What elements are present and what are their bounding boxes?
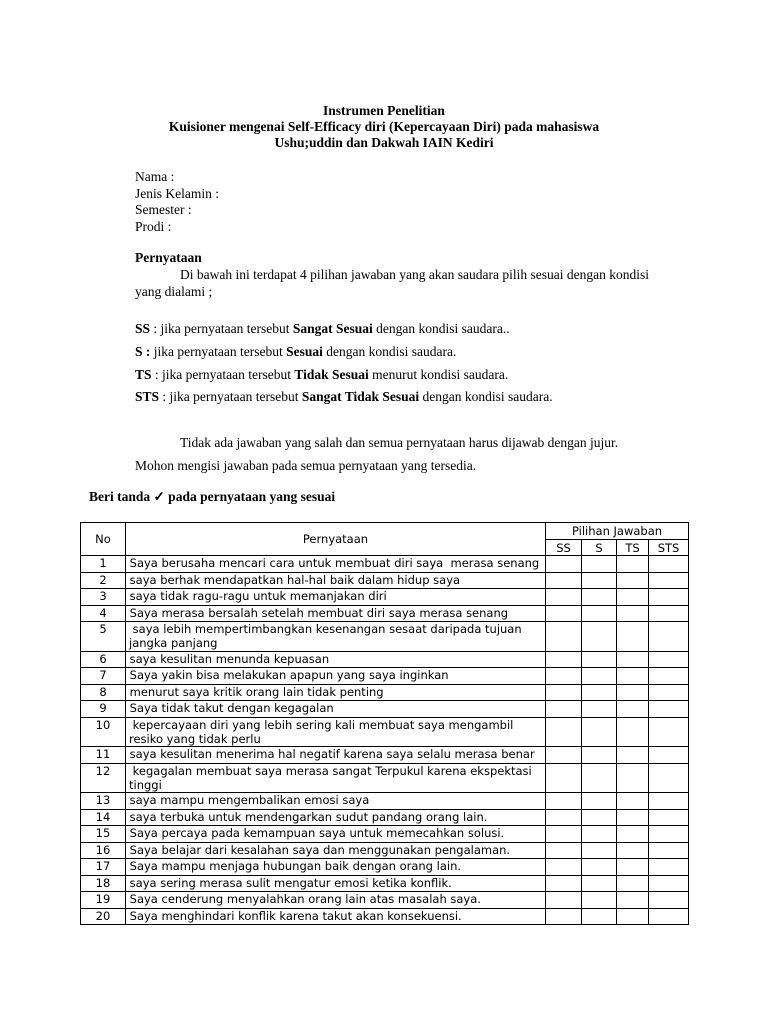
answer-cell-ts[interactable] [617, 826, 649, 843]
table-row [81, 701, 689, 718]
answer-cell-s[interactable] [582, 701, 617, 718]
answer-cell-ts[interactable] [617, 589, 649, 606]
answer-cell-sts[interactable] [649, 556, 689, 573]
header-ss: SS [546, 540, 582, 556]
answer-cell-ts[interactable] [617, 875, 649, 892]
answer-cell-sts[interactable] [649, 809, 689, 826]
row-number: 12 [81, 763, 126, 793]
row-statement: kegagalan membuat saya merasa sangat Terpukul karena ekspektasi tinggi [126, 763, 546, 793]
answer-cell-sts[interactable] [649, 892, 689, 909]
answer-cell-ts[interactable] [617, 622, 649, 652]
answer-cell-s[interactable] [582, 717, 617, 747]
answer-cell-ss[interactable] [546, 859, 582, 876]
table-row [81, 826, 689, 843]
table-row [81, 892, 689, 909]
answer-cell-ss[interactable] [546, 793, 582, 810]
answer-cell-ts[interactable] [617, 668, 649, 685]
answer-cell-ts[interactable] [617, 793, 649, 810]
table-row [81, 717, 689, 747]
answer-cell-ss[interactable] [546, 572, 582, 589]
answer-cell-s[interactable] [582, 793, 617, 810]
answer-cell-ts[interactable] [617, 809, 649, 826]
document-title [0, 103, 768, 151]
answer-cell-sts[interactable] [649, 717, 689, 747]
table-row [81, 605, 689, 622]
legend-sts: STS : jika pernyataan tersebut Sangat Tidak Sesuai dengan kondisi saudara. [135, 389, 553, 404]
row-statement: Saya yakin bisa melakukan apapun yang saya inginkan [126, 668, 546, 685]
title-line-1: Instrumen Penelitian [323, 103, 445, 118]
row-statement: Saya cenderung menyalahkan orang lain atas masalah saya. [126, 892, 546, 909]
title-line-3: Ushu;uddin dan Dakwah IAIN Kediri [274, 135, 494, 150]
answer-cell-sts[interactable] [649, 859, 689, 876]
answer-cell-s[interactable] [582, 826, 617, 843]
row-statement: Saya berusaha mencari cara untuk membuat diri saya merasa senang [126, 556, 546, 573]
header-sts: STS [649, 540, 689, 556]
answer-cell-ss[interactable] [546, 908, 582, 925]
questionnaire-body [81, 556, 689, 925]
questionnaire-table [80, 522, 689, 925]
row-statement: Saya belajar dari kesalahan saya dan menggunakan pengalaman. [126, 842, 546, 859]
row-number: 15 [81, 826, 126, 843]
row-statement: saya kesulitan menerima hal negatif karena saya selalu merasa benar [126, 747, 546, 764]
answer-cell-s[interactable] [582, 859, 617, 876]
row-statement: saya sering merasa sulit mengatur emosi ketika konflik. [126, 875, 546, 892]
field-semester: Semester : [135, 202, 192, 217]
answer-cell-ss[interactable] [546, 875, 582, 892]
identity-fields [135, 169, 219, 235]
answer-cell-ts[interactable] [617, 859, 649, 876]
answer-cell-s[interactable] [582, 684, 617, 701]
answer-cell-ts[interactable] [617, 842, 649, 859]
header-choices: Pilihan Jawaban [546, 523, 689, 540]
title-line-2: Kuisioner mengenai Self-Efficacy diri (Kepercayaan Diri) pada mahasiswa [168, 119, 600, 134]
intro-paragraph: Di bawah ini terdapat 4 pilihan jawaban yang akan saudara pilih sesuai dengan kondisi yang dialami ; [135, 267, 649, 299]
note-honesty: Tidak ada jawaban yang salah dan semua pernyataan harus dijawab dengan jujur. [180, 435, 619, 450]
answer-cell-sts[interactable] [649, 701, 689, 718]
answer-cell-ts[interactable] [617, 717, 649, 747]
table-row [81, 684, 689, 701]
table-row [81, 622, 689, 652]
row-statement: Saya tidak takut dengan kegagalan [126, 701, 546, 718]
answer-cell-ts[interactable] [617, 747, 649, 764]
row-number: 6 [81, 651, 126, 668]
row-number: 1 [81, 556, 126, 573]
answer-cell-ts[interactable] [617, 763, 649, 793]
row-statement: saya tidak ragu-ragu untuk memanjakan diri [126, 589, 546, 606]
answer-cell-ss[interactable] [546, 605, 582, 622]
answer-cell-sts[interactable] [649, 747, 689, 764]
row-statement: Saya merasa bersalah setelah membuat diri saya merasa senang [126, 605, 546, 622]
header-ts: TS [617, 540, 649, 556]
row-number: 17 [81, 859, 126, 876]
section-heading: Pernyataan [135, 250, 202, 265]
row-statement: saya lebih mempertimbangkan kesenangan sesaat daripada tujuan jangka panjang [126, 622, 546, 652]
row-number: 5 [81, 622, 126, 652]
table-row [81, 875, 689, 892]
row-number: 16 [81, 842, 126, 859]
answer-cell-ss[interactable] [546, 717, 582, 747]
legend-ts: TS : jika pernyataan tersebut Tidak Sesuai menurut kondisi saudara. [135, 367, 509, 382]
answer-cell-sts[interactable] [649, 605, 689, 622]
row-statement: saya mampu mengembalikan emosi saya [126, 793, 546, 810]
answer-cell-s[interactable] [582, 763, 617, 793]
header-no: No [81, 523, 126, 556]
answer-cell-sts[interactable] [649, 763, 689, 793]
table-row [81, 747, 689, 764]
answer-cell-ts[interactable] [617, 701, 649, 718]
table-row [81, 572, 689, 589]
answer-cell-ts[interactable] [617, 684, 649, 701]
row-number: 19 [81, 892, 126, 909]
row-number: 4 [81, 605, 126, 622]
row-statement: menurut saya kritik orang lain tidak penting [126, 684, 546, 701]
answer-cell-ss[interactable] [546, 589, 582, 606]
answer-cell-s[interactable] [582, 605, 617, 622]
table-row [81, 842, 689, 859]
answer-cell-sts[interactable] [649, 793, 689, 810]
answer-cell-ss[interactable] [546, 892, 582, 909]
answer-cell-ss[interactable] [546, 842, 582, 859]
answer-cell-s[interactable] [582, 651, 617, 668]
answer-cell-sts[interactable] [649, 875, 689, 892]
table-row [81, 763, 689, 793]
answer-cell-ss[interactable] [546, 701, 582, 718]
table-row [81, 793, 689, 810]
table-row [81, 556, 689, 573]
answer-cell-s[interactable] [582, 908, 617, 925]
answer-cell-sts[interactable] [649, 589, 689, 606]
answer-cell-s[interactable] [582, 622, 617, 652]
answer-cell-ss[interactable] [546, 556, 582, 573]
answer-cell-s[interactable] [582, 875, 617, 892]
answer-cell-s[interactable] [582, 892, 617, 909]
answer-cell-ts[interactable] [617, 605, 649, 622]
answer-cell-s[interactable] [582, 842, 617, 859]
answer-cell-ts[interactable] [617, 651, 649, 668]
row-statement: Saya menghindari konflik karena takut akan konsekuensi. [126, 908, 546, 925]
row-number: 9 [81, 701, 126, 718]
answer-cell-ss[interactable] [546, 809, 582, 826]
row-number: 11 [81, 747, 126, 764]
row-number: 3 [81, 589, 126, 606]
answer-cell-sts[interactable] [649, 651, 689, 668]
header-s: S [582, 540, 617, 556]
answer-cell-s[interactable] [582, 668, 617, 685]
table-row [81, 668, 689, 685]
table-row [81, 809, 689, 826]
answer-cell-ts[interactable] [617, 572, 649, 589]
answer-cell-ss[interactable] [546, 826, 582, 843]
header-statement: Pernyataan [126, 523, 546, 556]
row-number: 20 [81, 908, 126, 925]
answer-cell-s[interactable] [582, 572, 617, 589]
answer-cell-sts[interactable] [649, 908, 689, 925]
answer-cell-ts[interactable] [617, 908, 649, 925]
answer-cell-ss[interactable] [546, 651, 582, 668]
row-number: 10 [81, 717, 126, 747]
answer-cell-sts[interactable] [649, 622, 689, 652]
row-number: 8 [81, 684, 126, 701]
row-statement: Saya mampu menjaga hubungan baik dengan orang lain. [126, 859, 546, 876]
answer-cell-ts[interactable] [617, 556, 649, 573]
answer-cell-ss[interactable] [546, 684, 582, 701]
check-instruction: Beri tanda ✓ pada pernyataan yang sesuai [89, 489, 336, 504]
row-number: 2 [81, 572, 126, 589]
answer-cell-sts[interactable] [649, 684, 689, 701]
legend-s: S : jika pernyataan tersebut Sesuai dengan kondisi saudara. [135, 344, 457, 359]
row-number: 13 [81, 793, 126, 810]
answer-cell-ss[interactable] [546, 668, 582, 685]
answer-cell-ts[interactable] [617, 892, 649, 909]
answer-cell-sts[interactable] [649, 842, 689, 859]
legend-ss: SS : jika pernyataan tersebut Sangat Sesuai dengan kondisi saudara.. [135, 321, 510, 336]
row-number: 14 [81, 809, 126, 826]
answer-cell-ss[interactable] [546, 747, 582, 764]
row-statement: saya kesulitan menunda kepuasan [126, 651, 546, 668]
row-statement: kepercayaan diri yang lebih sering kali membuat saya mengambil resiko yang tidak perlu [126, 717, 546, 747]
field-nama: Nama : [135, 169, 175, 184]
table-row [81, 589, 689, 606]
row-number: 18 [81, 875, 126, 892]
table-row [81, 651, 689, 668]
row-statement: saya terbuka untuk mendengarkan sudut pandang orang lain. [126, 809, 546, 826]
answer-cell-sts[interactable] [649, 826, 689, 843]
field-prodi: Prodi : [135, 218, 172, 234]
answer-cell-sts[interactable] [649, 668, 689, 685]
row-statement: Saya percaya pada kemampuan saya untuk memecahkan solusi. [126, 826, 546, 843]
field-jenis-kelamin: Jenis Kelamin : [135, 185, 219, 201]
answer-cell-s[interactable] [582, 809, 617, 826]
answer-cell-ss[interactable] [546, 763, 582, 793]
row-number: 7 [81, 668, 126, 685]
row-statement: saya berhak mendapatkan hal-hal baik dalam hidup saya [126, 572, 546, 589]
answer-cell-s[interactable] [582, 556, 617, 573]
answer-cell-ss[interactable] [546, 622, 582, 652]
answer-cell-s[interactable] [582, 747, 617, 764]
answer-cell-s[interactable] [582, 589, 617, 606]
table-row [81, 908, 689, 925]
answer-cell-sts[interactable] [649, 572, 689, 589]
note-complete: Mohon mengisi jawaban pada semua pernyataan yang tersedia. [135, 458, 477, 473]
table-row [81, 859, 689, 876]
